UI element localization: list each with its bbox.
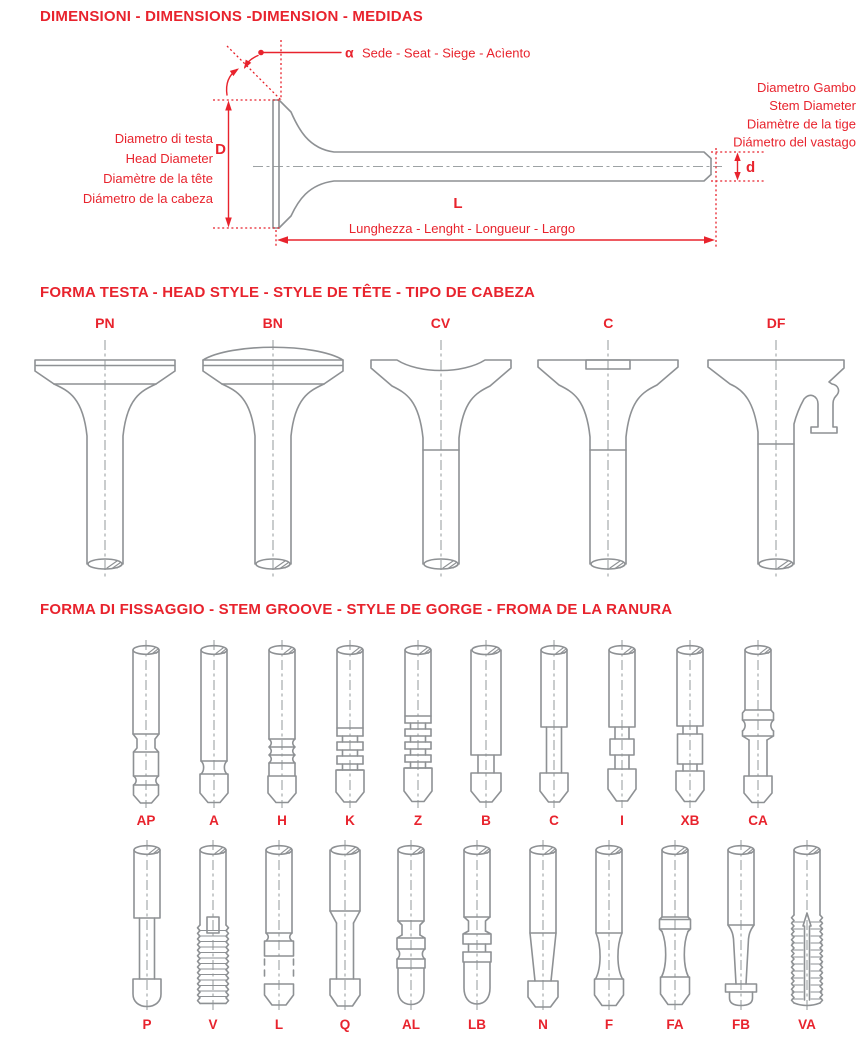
stem-groove-drawing-f <box>576 838 642 1014</box>
stem-groove-section-title: FORMA DI FISSAGGIO - STEM GROOVE - STYLE DE GORGE - FROMA DE LA RANURA <box>40 601 673 618</box>
svg-text:Head Diameter: Head Diameter <box>125 151 213 166</box>
stem-groove-column-lb <box>444 838 510 1032</box>
stem-groove-drawing-a <box>180 638 248 810</box>
stem-diameter-letter: d <box>746 159 756 176</box>
stem-groove-drawing-v <box>180 838 246 1014</box>
valve-head-drawing-bn <box>189 332 357 584</box>
stem-groove-drawing-b <box>452 638 520 810</box>
head-style-row <box>21 315 860 584</box>
valve-head-drawing-cv <box>357 332 525 584</box>
valve-outline <box>273 100 711 228</box>
stem-groove-drawing-ca <box>724 638 792 810</box>
stem-groove-drawing-al <box>378 838 444 1014</box>
stem-groove-column-v <box>180 838 246 1032</box>
stem-groove-label: LB <box>468 1017 486 1032</box>
stem-groove-label: Z <box>413 813 423 828</box>
stem-groove-label: V <box>208 1017 218 1032</box>
stem-groove-label: K <box>345 813 355 828</box>
svg-text:Stem Diameter: Stem Diameter <box>769 98 856 113</box>
length-label: Lunghezza - Lenght - Longueur - Largo <box>348 221 576 236</box>
head-style-column-pn <box>21 315 189 584</box>
svg-text:Diamètre de la tête: Diamètre de la tête <box>103 171 213 186</box>
stem-diameter-labels <box>733 80 857 150</box>
length-letter: L <box>453 195 463 212</box>
stem-groove-drawing-q <box>312 838 378 1014</box>
stem-groove-drawing-l <box>246 838 312 1014</box>
stem-groove-column-n <box>510 838 576 1032</box>
stem-groove-column-xb <box>656 638 724 828</box>
stem-groove-drawing-fb <box>708 838 774 1014</box>
svg-text:Diámetro de la cabeza: Diámetro de la cabeza <box>82 191 213 206</box>
stem-groove-label: P <box>142 1017 152 1032</box>
head-style-label: CV <box>430 315 451 331</box>
stem-groove-label: F <box>604 1017 614 1032</box>
alpha-symbol: α <box>345 44 354 61</box>
valve-head-drawing-df <box>692 332 860 584</box>
valve-head-drawing-c <box>524 332 692 584</box>
stem-groove-drawing-z <box>384 638 452 810</box>
stem-groove-label: B <box>481 813 491 828</box>
stem-groove-row-2 <box>114 838 840 1032</box>
stem-groove-column-b <box>452 638 520 828</box>
stem-groove-column-p <box>114 838 180 1032</box>
stem-groove-drawing-c <box>520 638 588 810</box>
stem-groove-drawing-lb <box>444 838 510 1014</box>
head-style-label: C <box>603 315 614 331</box>
stem-groove-drawing-i <box>588 638 656 810</box>
stem-groove-column-a <box>180 638 248 828</box>
stem-groove-column-k <box>316 638 384 828</box>
stem-groove-drawing-k <box>316 638 384 810</box>
head-style-column-df <box>692 315 860 584</box>
stem-groove-column-c <box>520 638 588 828</box>
stem-groove-label: N <box>538 1017 548 1032</box>
stem-groove-label: CA <box>748 813 768 828</box>
seat-angle-construction <box>227 40 341 100</box>
stem-groove-column-f <box>576 838 642 1032</box>
stem-groove-label: I <box>620 813 624 828</box>
stem-groove-column-ca <box>724 638 792 828</box>
svg-text:Diametro Gambo: Diametro Gambo <box>757 80 856 95</box>
stem-groove-column-l <box>246 838 312 1032</box>
stem-groove-drawing-xb <box>656 638 724 810</box>
head-style-label: BN <box>262 315 283 331</box>
head-diameter-dimension <box>213 100 282 228</box>
stem-groove-label: AP <box>136 813 156 828</box>
stem-groove-drawing-h <box>248 638 316 810</box>
stem-groove-label: XB <box>680 813 700 828</box>
stem-groove-column-ap <box>112 638 180 828</box>
stem-groove-drawing-n <box>510 838 576 1014</box>
stem-groove-label: AL <box>402 1017 420 1032</box>
valve-head-drawing-pn <box>21 332 189 584</box>
seat-label: Sede - Seat - Siege - Acìento <box>362 45 531 61</box>
head-style-label: DF <box>766 315 786 331</box>
stem-groove-column-al <box>378 838 444 1032</box>
stem-groove-label: FB <box>732 1017 750 1032</box>
stem-groove-column-fb <box>708 838 774 1032</box>
stem-groove-row-1 <box>112 638 792 828</box>
svg-text:Diamètre de la tige: Diamètre de la tige <box>746 116 856 132</box>
stem-groove-column-i <box>588 638 656 828</box>
stem-groove-label: FA <box>666 1017 684 1032</box>
head-diameter-letter: D <box>215 141 226 158</box>
head-style-section-title: FORMA TESTA - HEAD STYLE - STYLE DE TÊTE - TIPO DE CABEZA <box>40 284 536 301</box>
valve-dimensions-diagram <box>0 28 860 266</box>
stem-groove-label: L <box>274 1017 284 1032</box>
stem-groove-column-z <box>384 638 452 828</box>
stem-groove-label: Q <box>339 1017 351 1032</box>
svg-text:Diametro di testa: Diametro di testa <box>114 131 213 146</box>
svg-text:Diámetro del vastago: Diámetro del vastago <box>733 134 856 150</box>
stem-groove-label: H <box>277 813 287 828</box>
stem-groove-column-h <box>248 638 316 828</box>
head-style-label: PN <box>95 315 115 331</box>
head-style-column-c <box>524 315 692 584</box>
head-style-column-cv <box>357 315 525 584</box>
stem-groove-column-va <box>774 838 840 1032</box>
head-diameter-labels <box>83 131 214 206</box>
stem-groove-label: A <box>209 813 219 828</box>
head-style-column-bn <box>189 315 357 584</box>
stem-groove-column-fa <box>642 838 708 1032</box>
stem-groove-drawing-p <box>114 838 180 1014</box>
stem-groove-label: VA <box>798 1017 816 1032</box>
stem-groove-label: C <box>549 813 559 828</box>
stem-groove-drawing-va <box>774 838 840 1014</box>
stem-groove-column-q <box>312 838 378 1032</box>
dimensions-section-title: DIMENSIONI - DIMENSIONS -DIMENSION - MEDIDAS <box>40 8 423 25</box>
stem-groove-drawing-ap <box>112 638 180 810</box>
stem-groove-drawing-fa <box>642 838 708 1014</box>
